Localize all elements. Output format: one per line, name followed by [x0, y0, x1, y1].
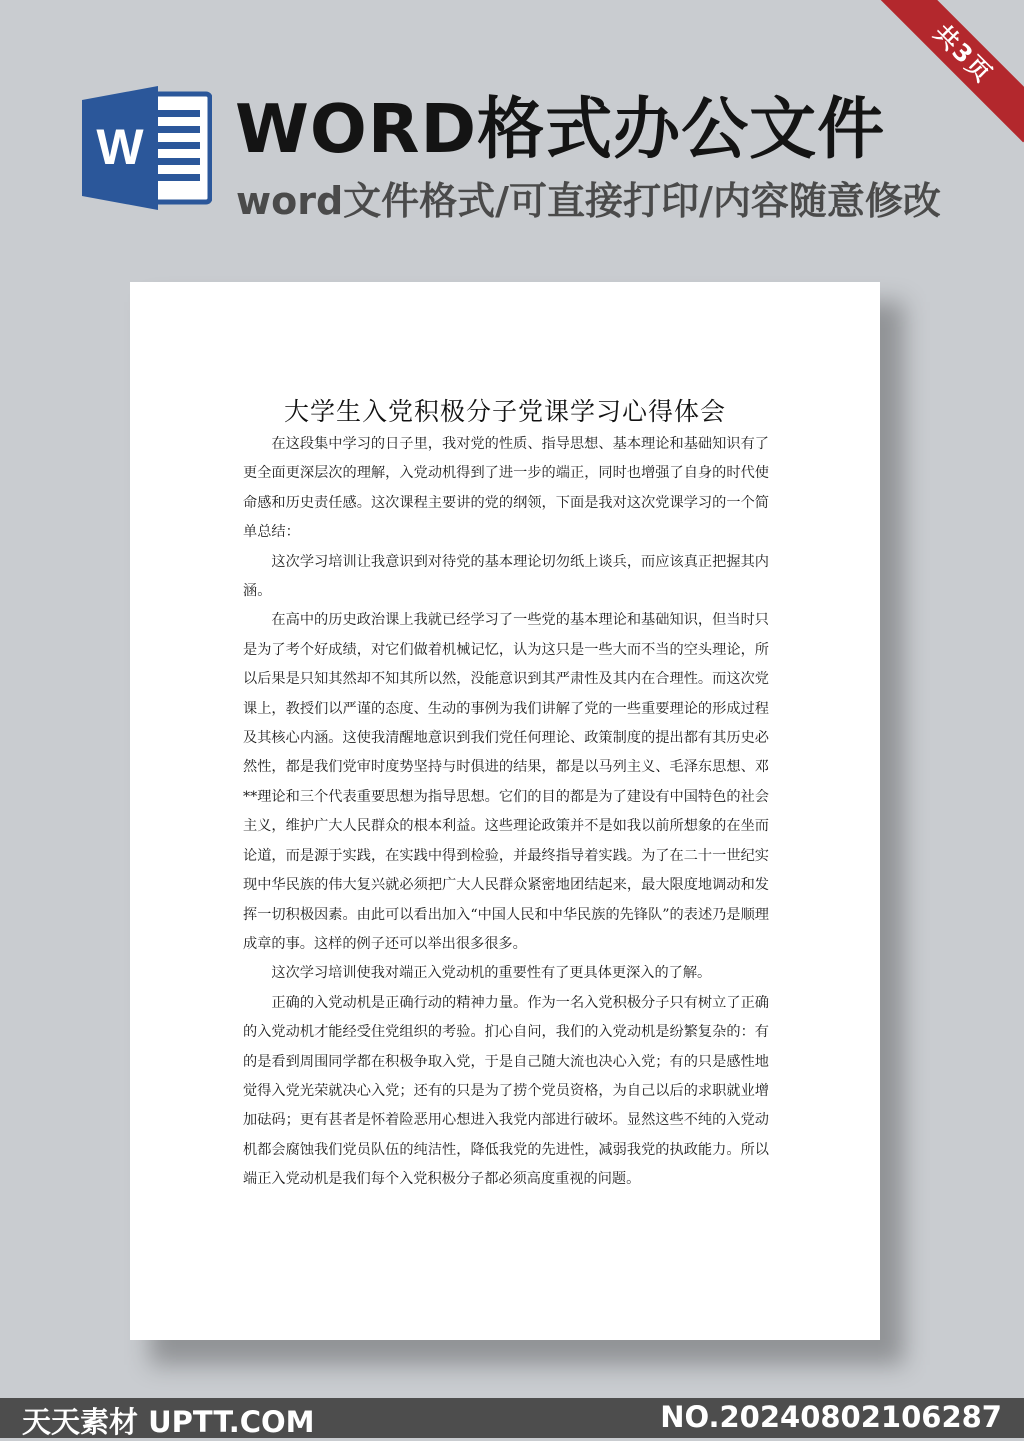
paragraph: 正确的入党动机是正确行动的精神力量。作为一名入党积极分子只有树立了正确的入党动机才能经受住党组织的考验。扪心自问，我们的入党动机是纷繁复杂的：有的是看到周围同学都在积极争取入党，于是自己随大流也决心入党；有的只是感性地觉得入党光荣就决心入党；还有的只是为了捞个党员资格，为自己以后的求职就业增加砝码；更有甚者是怀着险恶用心想进入我党内部进行破坏。显然这些不纯的入党动机都会腐蚀我们党员队伍的纯洁性，降低我党的先进性，减弱我党的执政能力。所以端正入党动机是我们每个入党积极分子都必须高度重视的问题。: [243, 994, 769, 1188]
site-watermark: 天天素材 UPTT.COM: [22, 1405, 315, 1439]
paragraph: 在这段集中学习的日子里，我对党的性质、指导思想、基本理论和基础知识有了更全面更深层次的理解，入党动机得到了进一步的端正，同时也增强了自身的时代使命感和历史责任感。这次课程主要讲的党的纲领，下面是我对这次党课学习的一个简单总结：: [243, 436, 769, 541]
page-count-ribbon: [874, 0, 1024, 150]
banner-subtitle: word文件格式/可直接打印/内容随意修改: [236, 179, 941, 223]
page-count-label: 共3页: [875, 0, 1024, 142]
banner-title: WORD格式办公文件: [235, 90, 886, 168]
document-body: [243, 430, 769, 1195]
item-number: NO.20240802106287: [660, 1400, 1002, 1434]
footer-bar: [0, 1398, 1024, 1438]
paragraph: 这次学习培训让我意识到对待党的基本理论切勿纸上谈兵，而应该真正把握其内涵。: [243, 553, 769, 600]
paragraph: 这次学习培训使我对端正入党动机的重要性有了更具体更深入的了解。: [271, 965, 712, 982]
document-title: 大学生入党积极分子党课学习心得体会: [283, 397, 726, 426]
word-logo-letter: W: [96, 119, 144, 175]
paragraph: 在高中的历史政治课上我就已经学习了一些党的基本理论和基础知识，但当时只是为了考个好成绩，对它们做着机械记忆，认为这只是一些大而不当的空头理论，所以后果是只知其然却不知其所以然，没能意识到其严肃性及其内在合理性。而这次党课上，教授们以严谨的态度、生动的事例为我们讲解了党的一些重要理论的形成过程及其核心内涵。这使我清醒地意识到我们党任何理论、政策制度的提出都有其历史必然性，都是我们党审时度势坚持与时俱进的结果，都是以马列主义、毛泽东思想、邓**理论和三个代表重要思想为指导思想。它们的目的都是为了建设有中国特色的社会主义，维护广大人民群众的根本利益。这些理论政策并不是如我以前所想象的在坐而论道，而是源于实践，在实践中得到检验，并最终指导着实践。为了在二十一世纪实现中华民族的伟大复兴就必须把广大人民群众紧密地团结起来，最大限度地调动和发挥一切积极因素。由此可以看出加入“中国人民和中华民族的先锋队”的表述乃是顺理成章的事。这样的例子还可以举出很多很多。: [243, 612, 769, 952]
word-logo-icon: [82, 86, 212, 210]
document-page: [130, 282, 880, 1340]
